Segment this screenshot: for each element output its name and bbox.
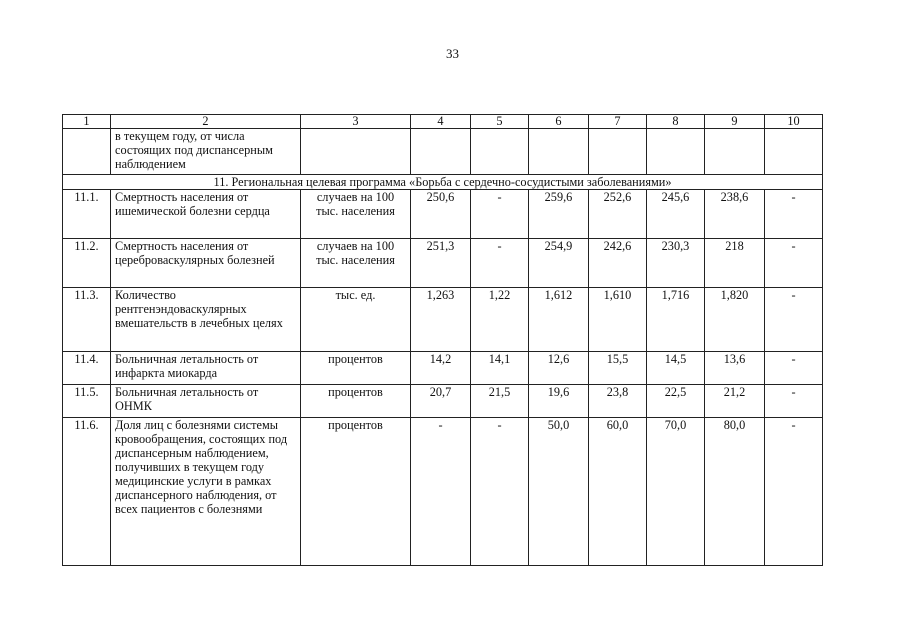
column-number: 2 xyxy=(111,115,301,129)
value-col4: 14,2 xyxy=(411,352,471,385)
value-col8: 230,3 xyxy=(647,239,705,288)
value-col6: 19,6 xyxy=(529,385,589,418)
value-col9: 13,6 xyxy=(705,352,765,385)
column-number: 8 xyxy=(647,115,705,129)
indicator-name: в текущем году, от числа состоящих под диспансерным наблюдением xyxy=(111,129,301,175)
table-row xyxy=(63,385,823,418)
value-col8: 22,5 xyxy=(647,385,705,418)
row-number xyxy=(63,129,111,175)
value-col5: - xyxy=(471,190,529,239)
table-row xyxy=(63,418,823,566)
value-col9: 238,6 xyxy=(705,190,765,239)
table-row xyxy=(63,239,823,288)
value-col7: 60,0 xyxy=(589,418,647,566)
value-col4: - xyxy=(411,418,471,566)
row-number: 11.6. xyxy=(63,418,111,566)
value-col5: - xyxy=(471,418,529,566)
value-col5: 14,1 xyxy=(471,352,529,385)
unit: процентов xyxy=(301,352,411,385)
column-numbers-row xyxy=(63,115,823,129)
value-col5: - xyxy=(471,239,529,288)
value-col8: 245,6 xyxy=(647,190,705,239)
unit: процентов xyxy=(301,418,411,566)
value-col5: 1,22 xyxy=(471,288,529,352)
column-number: 4 xyxy=(411,115,471,129)
value-col6: 259,6 xyxy=(529,190,589,239)
page-number: 33 xyxy=(446,46,459,61)
column-number: 6 xyxy=(529,115,589,129)
row-number: 11.3. xyxy=(63,288,111,352)
column-number: 5 xyxy=(471,115,529,129)
value-col4: 20,7 xyxy=(411,385,471,418)
value-col5: 21,5 xyxy=(471,385,529,418)
table-row xyxy=(63,190,823,239)
column-number: 7 xyxy=(589,115,647,129)
indicator-name: Доля лиц с болезнями системы кровообращения, состоящих под диспансерным наблюдением, получивших в текущем году медицинские услуги в рамках диспансерного наблюдения, от всех пациентов с болезнями xyxy=(111,418,301,566)
value-col8: 1,716 xyxy=(647,288,705,352)
indicators-table xyxy=(62,114,823,566)
value-col10: - xyxy=(765,352,823,385)
section-row xyxy=(63,175,823,190)
table-row xyxy=(63,288,823,352)
value-col7: 252,6 xyxy=(589,190,647,239)
value-col8: 14,5 xyxy=(647,352,705,385)
table-row xyxy=(63,352,823,385)
column-number: 1 xyxy=(63,115,111,129)
unit: тыс. ед. xyxy=(301,288,411,352)
column-number: 9 xyxy=(705,115,765,129)
value-col7: 23,8 xyxy=(589,385,647,418)
value-col6: 12,6 xyxy=(529,352,589,385)
continuation-row xyxy=(63,129,823,175)
value-col7: 1,610 xyxy=(589,288,647,352)
indicator-name: Больничная летальность от ОНМК xyxy=(111,385,301,418)
row-number: 11.1. xyxy=(63,190,111,239)
value-col10: - xyxy=(765,239,823,288)
value-col9: 21,2 xyxy=(705,385,765,418)
value-col4: 251,3 xyxy=(411,239,471,288)
indicator-name: Смертность населения от ишемической болезни сердца xyxy=(111,190,301,239)
value-col9: 1,820 xyxy=(705,288,765,352)
row-number: 11.4. xyxy=(63,352,111,385)
unit: случаев на 100 тыс. населения xyxy=(301,190,411,239)
value-col6: 1,612 xyxy=(529,288,589,352)
value-col10: - xyxy=(765,190,823,239)
indicator-name: Больничная летальность от инфаркта миокарда xyxy=(111,352,301,385)
value-col6: 254,9 xyxy=(529,239,589,288)
indicator-name: Количество рентгенэндоваскулярных вмешательств в лечебных целях xyxy=(111,288,301,352)
value-col10: - xyxy=(765,385,823,418)
value-col9: 80,0 xyxy=(705,418,765,566)
column-number: 3 xyxy=(301,115,411,129)
value-col10: - xyxy=(765,288,823,352)
value-col6: 50,0 xyxy=(529,418,589,566)
unit: случаев на 100 тыс. населения xyxy=(301,239,411,288)
value-col9: 218 xyxy=(705,239,765,288)
value-col4: 250,6 xyxy=(411,190,471,239)
value-col4: 1,263 xyxy=(411,288,471,352)
value-col7: 242,6 xyxy=(589,239,647,288)
unit: процентов xyxy=(301,385,411,418)
section-title: 11. Региональная целевая программа «Борьба с сердечно-сосудистыми заболеваниями» xyxy=(63,175,823,190)
value-col7: 15,5 xyxy=(589,352,647,385)
value-col8: 70,0 xyxy=(647,418,705,566)
indicator-name: Смертность населения от цереброваскулярных болезней xyxy=(111,239,301,288)
row-number: 11.2. xyxy=(63,239,111,288)
row-number: 11.5. xyxy=(63,385,111,418)
value-col10: - xyxy=(765,418,823,566)
column-number: 10 xyxy=(765,115,823,129)
